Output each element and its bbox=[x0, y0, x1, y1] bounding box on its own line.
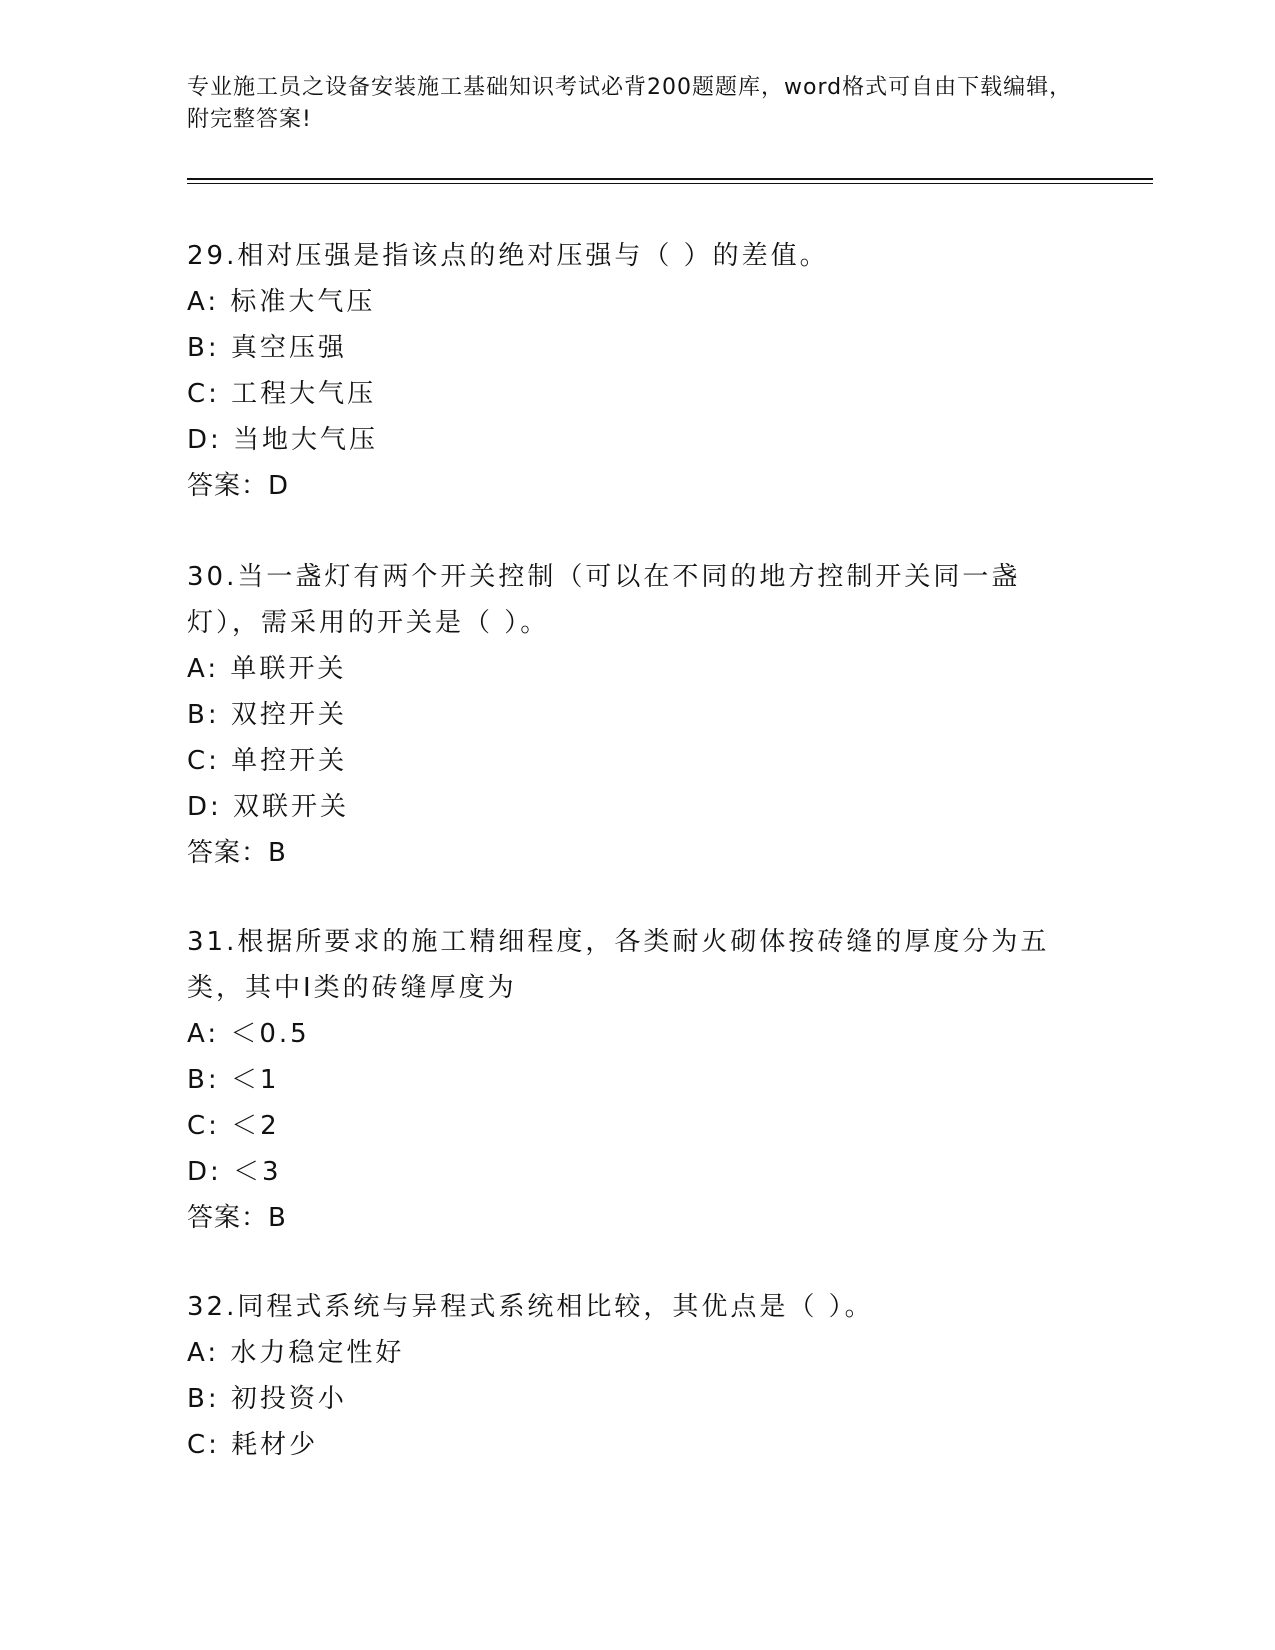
option-a: A: 标准大气压 bbox=[187, 287, 376, 317]
option-d: D: ＜3 bbox=[187, 1157, 282, 1187]
answer: 答案：B bbox=[187, 1203, 287, 1233]
option-b: B: ＜1 bbox=[187, 1065, 280, 1095]
question-stem: 30.当一盏灯有两个开关控制（可以在不同的地方控制开关同一盏灯），需采用的开关是（ ）。 bbox=[187, 562, 1021, 638]
option-c: C: ＜2 bbox=[187, 1111, 280, 1141]
option-d: D: 当地大气压 bbox=[187, 425, 379, 455]
option-c: C: 单控开关 bbox=[187, 746, 348, 776]
question-30 bbox=[187, 554, 1087, 876]
option-a: A: ＜0.5 bbox=[187, 1019, 310, 1049]
question-stem: 31.根据所要求的施工精细程度，各类耐火砌体按砖缝的厚度分为五类，其中Ⅰ类的砖缝厚度为 bbox=[187, 927, 1050, 1003]
header-divider-thick bbox=[187, 178, 1153, 180]
option-b: B: 真空压强 bbox=[187, 333, 347, 363]
option-a: A: 水力稳定性好 bbox=[187, 1338, 405, 1368]
option-c: C: 耗材少 bbox=[187, 1430, 319, 1460]
question-stem: 32.同程式系统与异程式系统相比较，其优点是（ ）。 bbox=[187, 1292, 874, 1322]
option-b: B: 双控开关 bbox=[187, 700, 347, 730]
question-stem: 29.相对压强是指该点的绝对压强与（ ）的差值。 bbox=[187, 241, 829, 271]
header-divider-thin bbox=[187, 183, 1153, 184]
question-31 bbox=[187, 919, 1087, 1241]
option-b: B: 初投资小 bbox=[187, 1384, 347, 1414]
answer: 答案：B bbox=[187, 838, 287, 868]
option-d: D: 双联开关 bbox=[187, 792, 350, 822]
question-32 bbox=[187, 1284, 1087, 1468]
document-header bbox=[187, 72, 1087, 136]
option-c: C: 工程大气压 bbox=[187, 379, 377, 409]
option-a: A: 单联开关 bbox=[187, 654, 347, 684]
question-29 bbox=[187, 233, 1087, 509]
header-title: 专业施工员之设备安装施工基础知识考试必背200题题库，word格式可自由下载编辑，附完整答案! bbox=[187, 75, 1073, 132]
answer: 答案：D bbox=[187, 471, 290, 501]
